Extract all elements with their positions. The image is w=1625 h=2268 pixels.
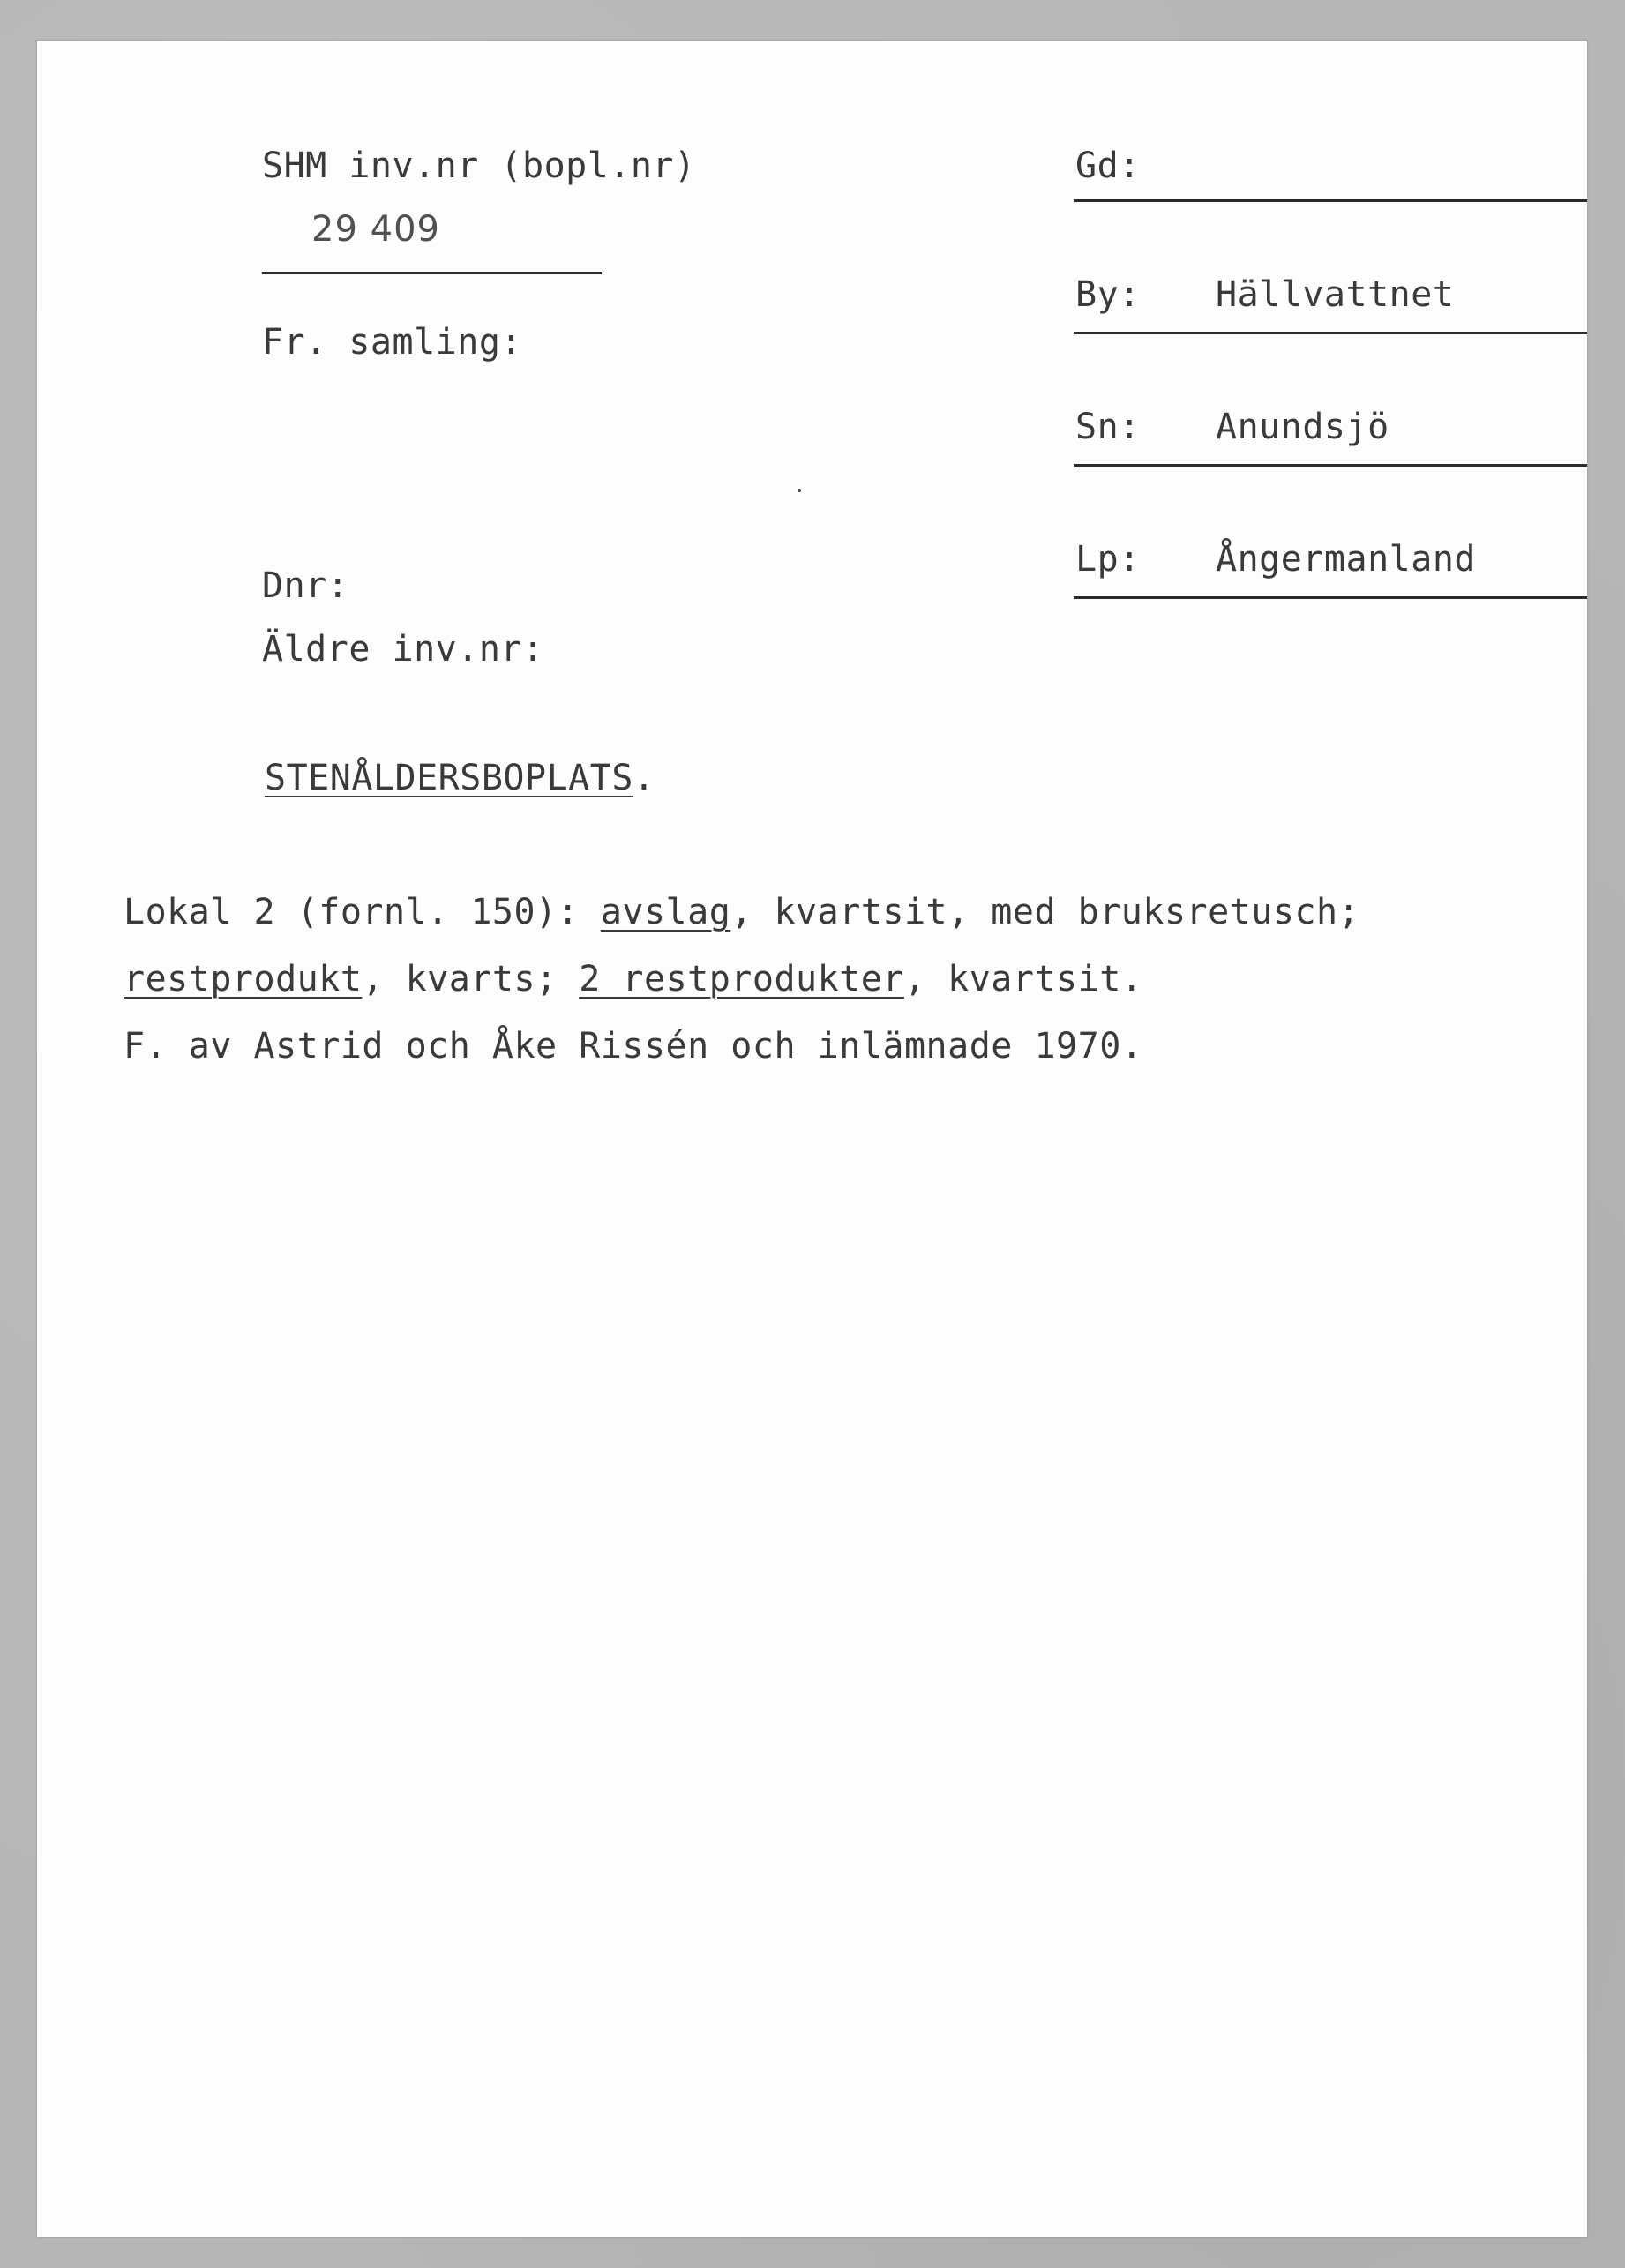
- term-restprodukter: 2 restprodukter: [579, 959, 904, 999]
- aldre-inv-nr-label: Äldre inv.nr:: [262, 629, 544, 670]
- term-avslag: avslag: [600, 892, 731, 932]
- term-restprodukt: restprodukt: [124, 959, 363, 999]
- sn-label: Sn:: [1075, 407, 1141, 447]
- body-line-2: [124, 958, 1142, 1000]
- inv-nr-label: SHM inv.nr (bopl.nr): [262, 146, 696, 186]
- fr-samling-label: Fr. samling:: [262, 322, 522, 363]
- catalog-card: [37, 41, 1587, 2237]
- body-line-3: F. av Astrid och Åke Rissén och inlämnade 1970.: [124, 1026, 1143, 1067]
- gd-rule: [1074, 199, 1587, 202]
- inv-nr-underline: [262, 272, 602, 274]
- inv-nr-value: 29 409: [311, 209, 440, 250]
- body-line-2-mid: , kvarts;: [362, 959, 580, 999]
- by-label: By:: [1075, 274, 1141, 315]
- gd-label: Gd:: [1075, 146, 1141, 186]
- site-heading: [265, 757, 655, 799]
- body-line-1-prefix: Lokal 2 (fornl. 150):: [124, 892, 601, 932]
- lp-value: Ångermanland: [1216, 539, 1476, 580]
- site-heading-period: .: [633, 758, 655, 798]
- by-rule: [1074, 332, 1587, 334]
- by-value: Hällvattnet: [1216, 274, 1455, 315]
- body-line-2-rest: , kvartsit.: [903, 959, 1143, 999]
- body-line-1: [124, 891, 1359, 933]
- body-line-1-rest: , kvartsit, med bruksretusch;: [730, 892, 1360, 932]
- scan-speck: [798, 489, 801, 492]
- sn-value: Anundsjö: [1216, 407, 1389, 447]
- lp-rule: [1074, 596, 1587, 599]
- dnr-label: Dnr:: [262, 565, 349, 606]
- sn-rule: [1074, 464, 1587, 467]
- lp-label: Lp:: [1075, 539, 1141, 580]
- site-heading-text: STENÅLDERSBOPLATS: [265, 758, 633, 798]
